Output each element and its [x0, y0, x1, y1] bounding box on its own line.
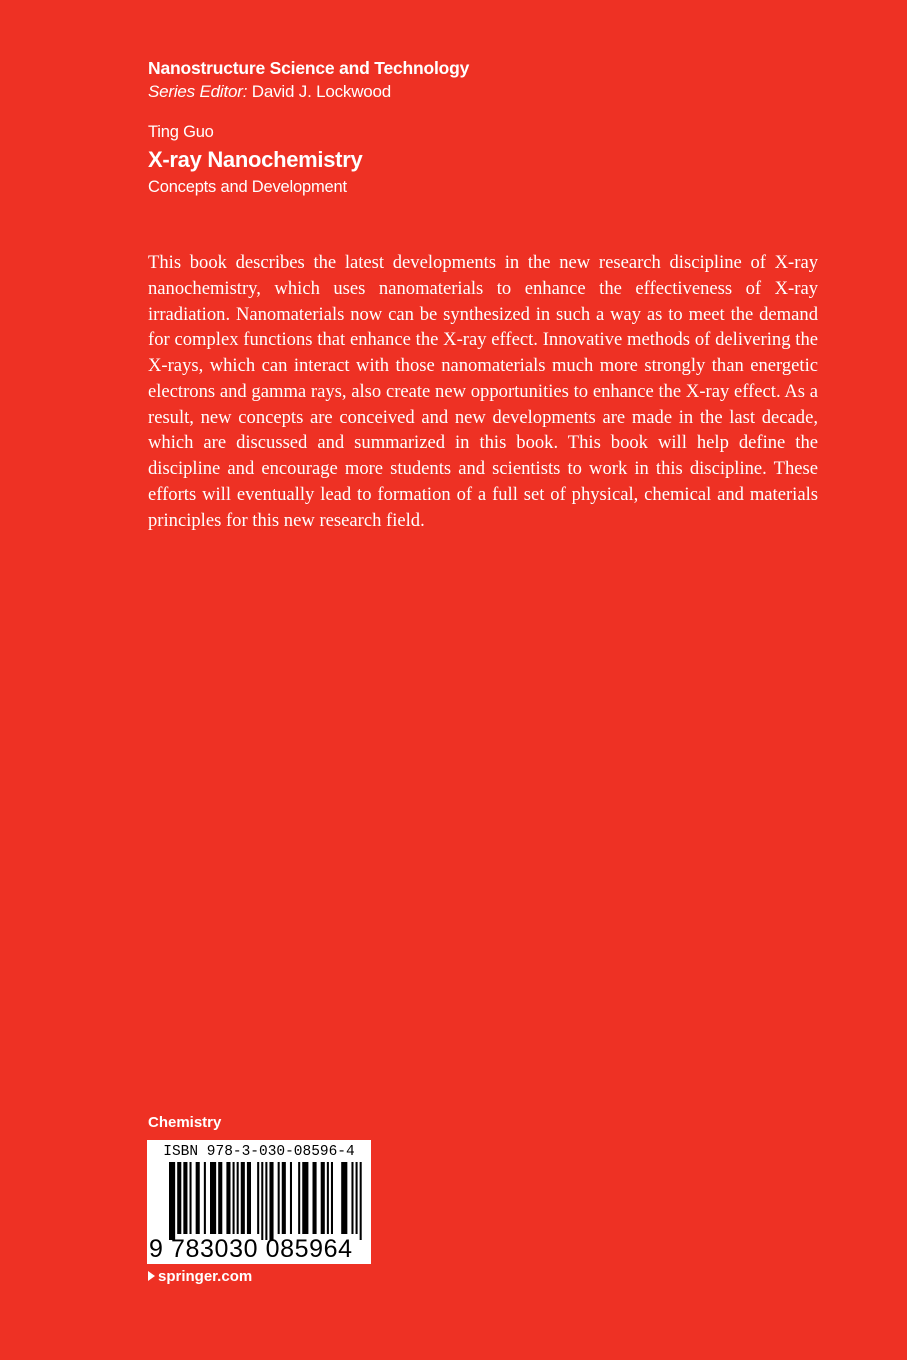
- barcode-bar: [351, 1162, 353, 1234]
- series-editor-label: Series Editor:: [148, 82, 248, 101]
- barcode-bar: [196, 1162, 200, 1234]
- barcode-bar: [237, 1162, 239, 1234]
- book-block: [148, 120, 362, 198]
- barcode-bar: [190, 1162, 192, 1234]
- barcode-bar: [360, 1162, 362, 1240]
- barcode-bar: [204, 1162, 206, 1234]
- ean-digits: 9 783030 085964: [149, 1235, 353, 1263]
- barcode-bar: [356, 1162, 358, 1234]
- book-description: This book describes the latest developments in the new research discipline of X-ray nanochemistry, which uses nanomaterials to enhance the effectiveness of X-ray irradiation. Nanomaterials now can be synthesized in such a way as to meet the demand for complex functions that enhance the X-ray effect. Innovative methods of delivering the X-rays, which can interact with those nanomaterials much more strongly than energetic electrons and gamma rays, also create new opportunities to enhance the X-ray effect. As a result, new concepts are conceived and new developments are made in the last decade, which are discussed and summarized in this book. This book will help define the discipline and encourage more students and scientists to work in this discipline. These efforts will eventually lead to formation of a full set of physical, chemical and materials principles for this new research field.: [148, 252, 818, 531]
- barcode-bar: [341, 1162, 347, 1234]
- barcode-bar: [247, 1162, 251, 1234]
- subject-category: Chemistry: [148, 1114, 222, 1131]
- series-title: Nanostructure Science and Technology: [148, 58, 470, 78]
- barcode-bar: [302, 1162, 308, 1234]
- barcode-bar: [321, 1162, 325, 1234]
- barcode-bar: [269, 1162, 273, 1240]
- barcode-bar: [177, 1162, 181, 1234]
- book-author: Ting Guo: [148, 123, 214, 141]
- barcode-bar: [233, 1162, 235, 1234]
- barcode-bar: [327, 1162, 329, 1234]
- barcode-bar: [210, 1162, 216, 1234]
- barcode-bar: [169, 1162, 175, 1240]
- website-link[interactable]: [148, 1267, 252, 1287]
- isbn-barcode: [147, 1140, 371, 1264]
- book-title: X-ray Nanochemistry: [148, 147, 363, 172]
- barcode-bar: [282, 1162, 286, 1234]
- barcode-bar: [278, 1162, 280, 1234]
- barcode-bar: [241, 1162, 245, 1234]
- barcode-bar: [298, 1162, 300, 1234]
- barcode-bar: [313, 1162, 317, 1234]
- barcode-bar: [183, 1162, 187, 1234]
- barcode-bar: [257, 1162, 259, 1234]
- barcode-bar: [331, 1162, 333, 1234]
- arrow-right-icon: [148, 1271, 155, 1281]
- series-editor: [148, 80, 469, 104]
- website-label: springer.com: [158, 1268, 253, 1285]
- barcode-bar: [226, 1162, 230, 1234]
- barcode-bar: [290, 1162, 292, 1234]
- series-editor-name: David J. Lockwood: [251, 82, 392, 101]
- barcode-bar: [261, 1162, 263, 1240]
- barcode-bar: [218, 1162, 222, 1234]
- barcode-bar: [265, 1162, 267, 1240]
- book-subtitle: Concepts and Development: [148, 178, 347, 196]
- series-block: [148, 56, 469, 104]
- isbn-label: ISBN 978-3-030-08596-4: [163, 1144, 355, 1160]
